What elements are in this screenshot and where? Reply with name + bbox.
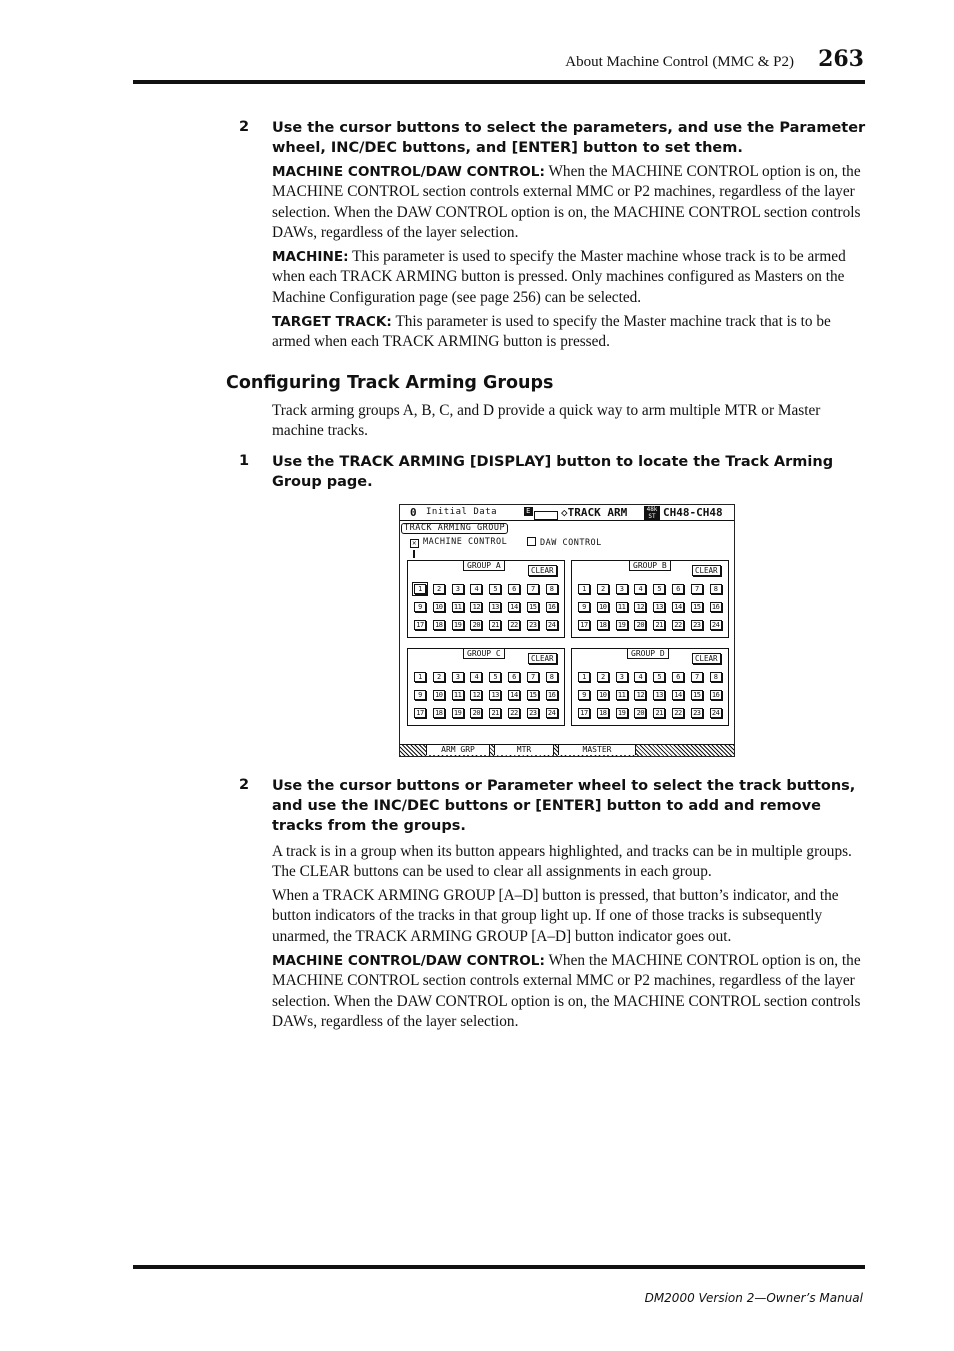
track-group-panel <box>407 560 565 638</box>
track-button[interactable]: 22 <box>672 620 684 630</box>
track-button[interactable]: 15 <box>527 602 539 612</box>
checkbox-unchecked[interactable] <box>527 537 536 546</box>
track-button[interactable]: 8 <box>710 584 722 594</box>
step-number: 2 <box>239 119 250 135</box>
track-button[interactable]: 9 <box>414 602 426 612</box>
track-button[interactable]: 1 <box>578 672 590 682</box>
sample-rate-indicator <box>644 506 660 520</box>
track-button[interactable]: 18 <box>433 708 445 718</box>
track-button[interactable]: 10 <box>597 690 609 700</box>
track-button[interactable]: 10 <box>433 602 445 612</box>
track-button[interactable]: 20 <box>634 708 646 718</box>
running-footer: DM2000 Version 2—Owner’s Manual <box>644 1291 863 1305</box>
track-button[interactable]: 5 <box>653 672 665 682</box>
tab-arm-grp[interactable]: ARM GRP <box>426 745 490 755</box>
track-button[interactable]: 18 <box>597 620 609 630</box>
track-button[interactable]: 1 <box>414 672 426 682</box>
track-button[interactable]: 2 <box>597 584 609 594</box>
track-button[interactable]: 11 <box>452 602 464 612</box>
track-button[interactable]: 2 <box>597 672 609 682</box>
track-button[interactable]: 12 <box>470 690 482 700</box>
cursor-marker <box>413 550 415 558</box>
tab-master[interactable]: MASTER <box>558 745 636 755</box>
track-button[interactable]: 22 <box>508 620 520 630</box>
section-label: TRACK ARMING GROUP <box>401 523 508 534</box>
body-paragraph: When a TRACK ARMING GROUP [A–D] button is pressed, that button’s indicator, and the button indicators of the tracks in that group light up. If one of those tracks is subsequently unarmed, the TRACK ARMING GROUP [A–D] button indicator goes out. <box>272 887 839 945</box>
track-button[interactable]: 17 <box>578 708 590 718</box>
track-button[interactable]: 20 <box>470 708 482 718</box>
track-button[interactable]: 9 <box>414 690 426 700</box>
body-paragraph: A track is in a group when its button appears highlighted, and tracks can be in multiple groups. The CLEAR buttons can be used to clear all assignments in each group. <box>272 843 852 881</box>
track-button[interactable]: 11 <box>616 602 628 612</box>
track-button[interactable]: 9 <box>578 602 590 612</box>
clear-button[interactable]: CLEAR <box>692 653 721 664</box>
track-button[interactable]: 24 <box>546 620 558 630</box>
track-button[interactable]: 13 <box>489 690 501 700</box>
section-intro: Track arming groups A, B, C, and D provide a quick way to arm multiple MTR or Master machine tracks. <box>272 402 821 440</box>
header-rule <box>133 80 865 84</box>
track-button[interactable]: 6 <box>508 584 520 594</box>
track-button[interactable]: 6 <box>672 672 684 682</box>
track-button[interactable]: 10 <box>597 602 609 612</box>
term-description: This parameter is used to specify the Master machine track that is to be armed when each TRACK ARMING button is pressed. <box>272 313 831 351</box>
track-button[interactable]: 19 <box>616 620 628 630</box>
track-button[interactable]: 11 <box>616 690 628 700</box>
track-button[interactable]: 5 <box>653 584 665 594</box>
track-button[interactable]: 24 <box>546 708 558 718</box>
param-machine-daw-control <box>272 162 868 243</box>
track-button[interactable]: 22 <box>508 708 520 718</box>
track-button[interactable]: 8 <box>710 672 722 682</box>
track-button[interactable]: 11 <box>452 690 464 700</box>
track-button[interactable]: 18 <box>433 620 445 630</box>
track-button[interactable]: 5 <box>489 672 501 682</box>
track-button[interactable]: 3 <box>616 672 628 682</box>
track-button[interactable]: 15 <box>527 690 539 700</box>
track-button[interactable]: 13 <box>489 602 501 612</box>
clear-button[interactable]: CLEAR <box>692 565 721 576</box>
track-button[interactable]: 8 <box>546 672 558 682</box>
group-label[interactable]: GROUP D <box>627 648 669 659</box>
option-label: MACHINE CONTROL <box>423 537 508 547</box>
scene-name: Initial Data <box>426 507 498 517</box>
step-number: 1 <box>239 453 250 469</box>
track-button[interactable]: 3 <box>616 584 628 594</box>
term-description: This parameter is used to specify the Master machine whose track is to be armed when each TRACK ARMING button is pressed. Only machines configured as Masters on the Machine Configuration page (see page 256) can be selected. <box>272 248 846 306</box>
option-label: DAW CONTROL <box>540 538 602 548</box>
track-button[interactable]: 3 <box>452 584 464 594</box>
track-button[interactable]: 9 <box>578 690 590 700</box>
track-button[interactable]: 13 <box>653 690 665 700</box>
track-button[interactable]: 17 <box>414 708 426 718</box>
page-title: ◇TRACK ARM <box>561 506 628 519</box>
param-machine <box>272 247 868 308</box>
track-button[interactable]: 1 <box>578 584 590 594</box>
scene-number: 0 <box>410 506 417 519</box>
track-button[interactable]: 16 <box>710 602 722 612</box>
track-button[interactable]: 21 <box>653 620 665 630</box>
track-button[interactable]: 14 <box>672 690 684 700</box>
track-button[interactable]: 4 <box>470 672 482 682</box>
track-button[interactable]: 19 <box>452 708 464 718</box>
term-label: TARGET TRACK: <box>272 314 392 330</box>
track-button[interactable]: 23 <box>691 708 703 718</box>
param-machine-daw-control <box>272 951 868 1032</box>
track-button[interactable]: 3 <box>452 672 464 682</box>
track-button[interactable]: 19 <box>616 708 628 718</box>
track-button[interactable]: 15 <box>691 602 703 612</box>
step-instruction: Use the cursor buttons or Parameter wheel to select the track buttons, and use the INC/DEC buttons or [ENTER] button to add and remove tracks from the groups. <box>272 778 856 834</box>
track-button[interactable]: 4 <box>470 584 482 594</box>
group-label[interactable]: GROUP B <box>629 560 671 571</box>
track-button[interactable]: 23 <box>691 620 703 630</box>
track-button[interactable]: 20 <box>470 620 482 630</box>
term-label: MACHINE CONTROL/DAW CONTROL: <box>272 953 545 969</box>
track-button[interactable]: 15 <box>691 690 703 700</box>
step-instruction: Use the TRACK ARMING [DISPLAY] button to locate the Track Arming Group page. <box>272 454 834 490</box>
track-button[interactable]: 16 <box>546 602 558 612</box>
group-label[interactable]: GROUP C <box>463 648 505 659</box>
param-target-track <box>272 312 868 353</box>
fs-top: 48k <box>646 506 658 513</box>
track-button[interactable]: 21 <box>489 708 501 718</box>
track-button[interactable]: 8 <box>546 584 558 594</box>
track-button[interactable]: 14 <box>508 602 520 612</box>
track-button[interactable]: 24 <box>710 620 722 630</box>
group-label[interactable]: GROUP A <box>463 560 505 571</box>
term-description: When the MACHINE CONTROL option is on, the MACHINE CONTROL section controls external MMC or P2 machines, regardless of the layer selection. When the DAW CONTROL option is on, the MACHINE CONTROL section controls DAWs, regardless of the layer selection. <box>272 163 861 241</box>
section-heading: Configuring Track Arming Groups <box>226 373 554 393</box>
track-button[interactable]: 5 <box>489 584 501 594</box>
track-button[interactable]: 6 <box>672 584 684 594</box>
edit-indicator: E <box>524 507 533 516</box>
term-label: MACHINE CONTROL/DAW CONTROL: <box>272 164 545 180</box>
track-button[interactable]: 7 <box>527 584 539 594</box>
track-button[interactable]: 23 <box>527 708 539 718</box>
fs-bottom: ST <box>648 513 656 520</box>
term-description: When the MACHINE CONTROL option is on, the MACHINE CONTROL section controls external MMC or P2 machines, regardless of the layer selection. When the DAW CONTROL option is on, the MACHINE CONTROL section controls DAWs, regardless of the layer selection. <box>272 952 861 1030</box>
track-button[interactable]: 16 <box>710 690 722 700</box>
clear-button[interactable]: CLEAR <box>528 653 557 664</box>
track-button[interactable]: 17 <box>578 620 590 630</box>
track-button[interactable]: 12 <box>634 602 646 612</box>
footer-rule <box>133 1265 865 1269</box>
track-button[interactable]: 4 <box>634 584 646 594</box>
track-button[interactable]: 23 <box>527 620 539 630</box>
track-group-panel <box>407 648 565 726</box>
track-button[interactable]: 19 <box>452 620 464 630</box>
track-button[interactable]: 16 <box>546 690 558 700</box>
page-number: 263 <box>818 46 864 72</box>
track-button[interactable]: 22 <box>672 708 684 718</box>
channel-range: CH48-CH48 <box>663 506 723 519</box>
track-button[interactable]: 4 <box>634 672 646 682</box>
step-number: 2 <box>239 777 250 793</box>
track-arming-group-screen <box>399 504 735 757</box>
track-button[interactable]: 17 <box>414 620 426 630</box>
term-label: MACHINE: <box>272 249 349 265</box>
track-button[interactable]: 12 <box>470 602 482 612</box>
track-button[interactable]: 6 <box>508 672 520 682</box>
machine-control-option[interactable] <box>410 537 507 548</box>
track-button[interactable]: 7 <box>691 672 703 682</box>
track-button[interactable]: 21 <box>489 620 501 630</box>
track-button[interactable]: 21 <box>653 708 665 718</box>
track-group-panel <box>571 560 729 638</box>
track-button[interactable]: 12 <box>634 690 646 700</box>
track-button[interactable]: 7 <box>691 584 703 594</box>
title-divider <box>400 520 734 521</box>
track-button[interactable]: 14 <box>508 690 520 700</box>
running-header: About Machine Control (MMC & P2) <box>565 54 794 70</box>
track-button[interactable]: 18 <box>597 708 609 718</box>
tab-mtr[interactable]: MTR <box>494 745 554 755</box>
track-button[interactable]: 24 <box>710 708 722 718</box>
step-instruction: Use the cursor buttons to select the parameters, and use the Parameter wheel, INC/DEC buttons, and [ENTER] button to set them. <box>272 120 866 156</box>
track-button[interactable]: 7 <box>527 672 539 682</box>
track-button[interactable]: 13 <box>653 602 665 612</box>
track-button[interactable]: 20 <box>634 620 646 630</box>
track-button[interactable]: 10 <box>433 690 445 700</box>
daw-control-option[interactable] <box>527 537 602 548</box>
track-button[interactable]: 14 <box>672 602 684 612</box>
track-button[interactable]: 2 <box>433 672 445 682</box>
tab-bar <box>400 744 734 756</box>
track-group-panel <box>571 648 729 726</box>
edit-box <box>534 511 558 520</box>
checkbox-checked[interactable]: ✕ <box>410 539 419 548</box>
track-button[interactable]: 2 <box>433 584 445 594</box>
clear-button[interactable]: CLEAR <box>528 565 557 576</box>
track-button[interactable]: 1 <box>414 584 426 594</box>
